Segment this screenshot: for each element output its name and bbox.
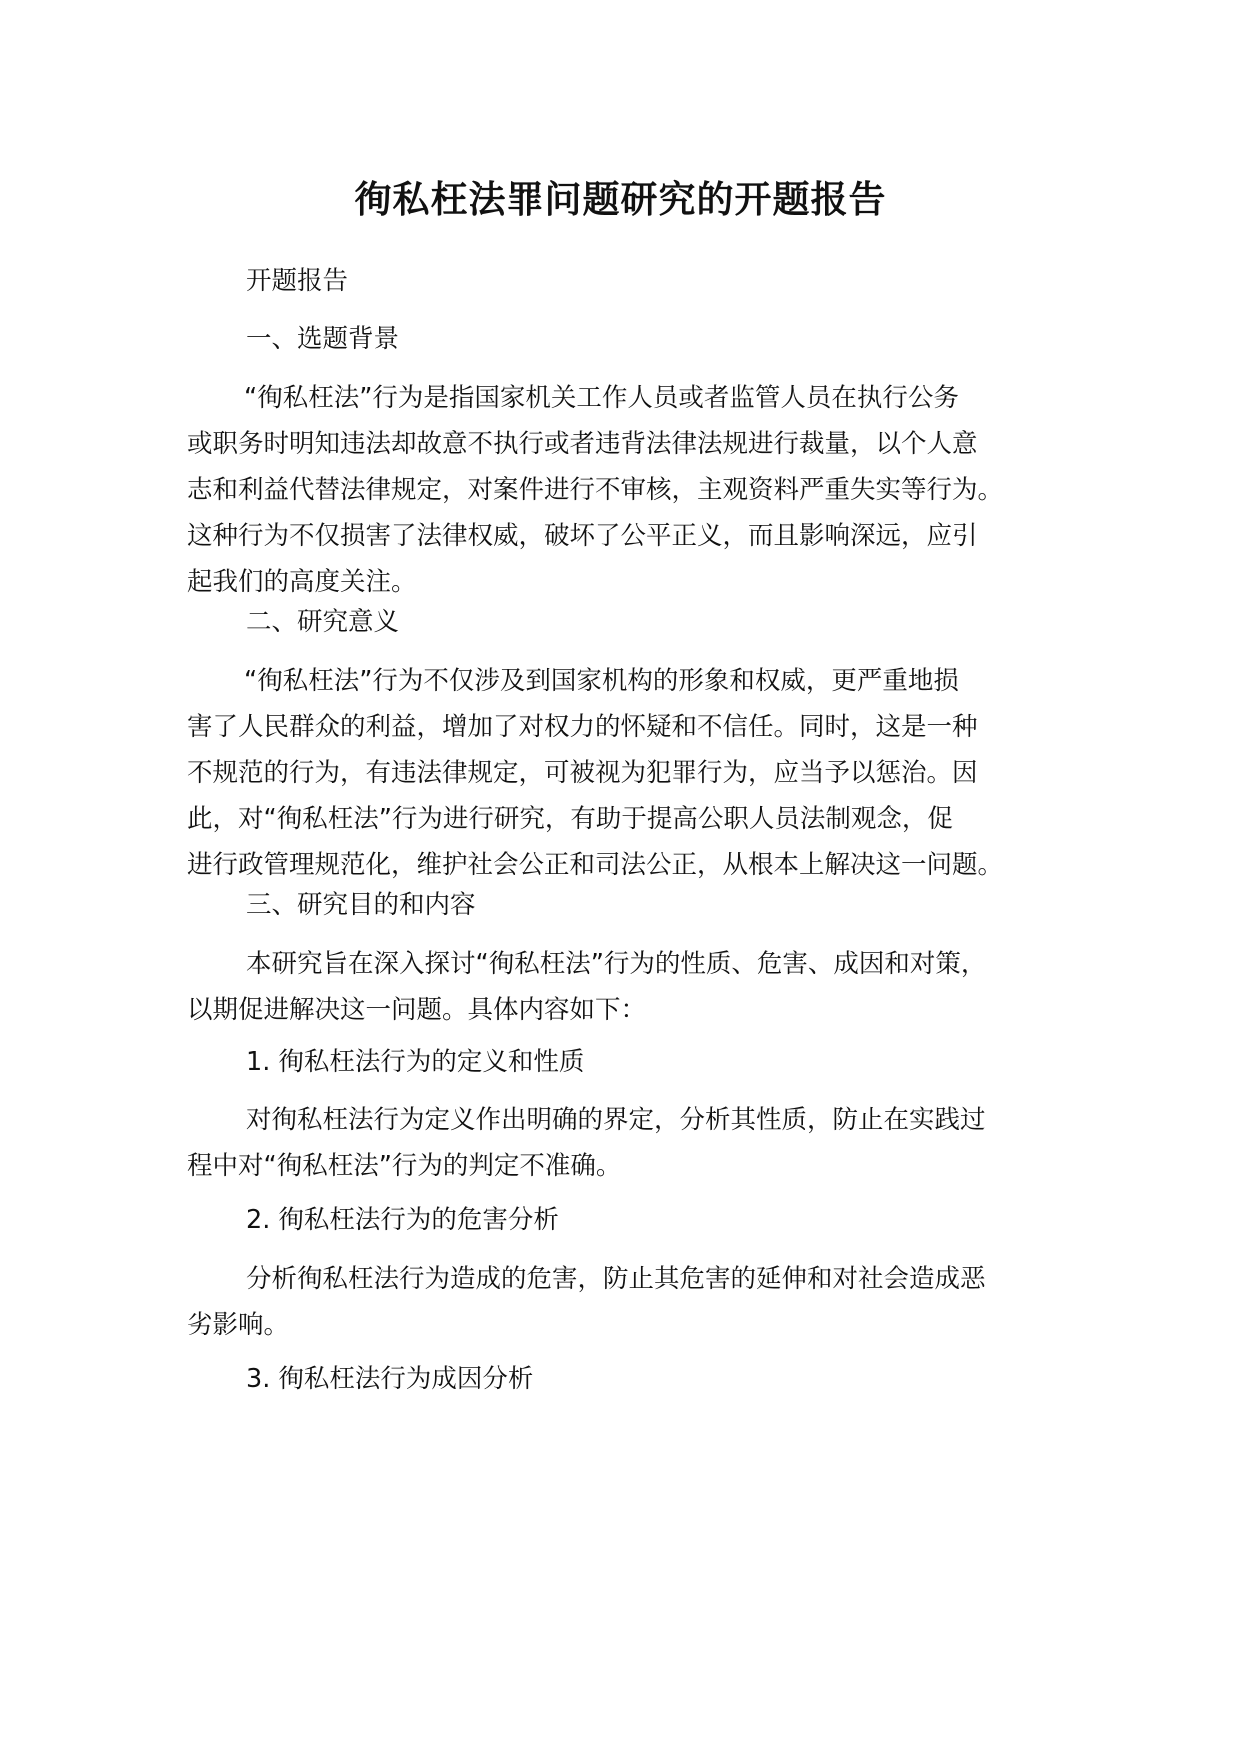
paragraph-line: 此，对“徇私枉法”行为进行研究，有助于提高公职人员法制观念，促	[187, 804, 953, 834]
report-heading: 开题报告	[246, 266, 349, 296]
paragraph-line: 程中对“徇私枉法”行为的判定不准确。	[187, 1151, 622, 1181]
item-body-harm	[187, 1256, 1087, 1348]
section-heading-background: 一、选题背景	[246, 324, 400, 354]
paragraph-line: 害了人民群众的利益，增加了对权力的怀疑和不信任。同时，这是一种	[187, 712, 978, 742]
paragraph-significance	[187, 658, 1087, 888]
paragraph-line: “徇私枉法”行为不仅涉及到国家机构的形象和权威，更严重地损	[244, 666, 959, 696]
paragraph-background	[187, 375, 1087, 605]
item-heading-harm: 2. 徇私枉法行为的危害分析	[246, 1205, 559, 1235]
item-heading-causes: 3. 徇私枉法行为成因分析	[246, 1364, 534, 1394]
paragraph-line: 或职务时明知违法却故意不执行或者违背法律法规进行裁量，以个人意	[187, 429, 978, 459]
paragraph-line: 这种行为不仅损害了法律权威，破坏了公平正义，而且影响深远，应引	[187, 521, 978, 551]
paragraph-line: “徇私枉法”行为是指国家机关工作人员或者监管人员在执行公务	[244, 383, 959, 413]
paragraph-line: 劣影响。	[187, 1310, 290, 1340]
document-title: 徇私枉法罪问题研究的开题报告	[354, 178, 887, 221]
paragraph-purpose	[187, 941, 1087, 1033]
paragraph-line: 起我们的高度关注。	[187, 567, 417, 597]
paragraph-line: 志和利益代替法律规定，对案件进行不审核，主观资料严重失实等行为。	[187, 475, 1004, 505]
section-heading-significance: 二、研究意义	[246, 607, 400, 637]
paragraph-line: 以期促进解决这一问题。具体内容如下：	[187, 995, 647, 1025]
section-heading-purpose: 三、研究目的和内容	[246, 890, 476, 920]
item-heading-definition: 1. 徇私枉法行为的定义和性质	[246, 1047, 585, 1077]
paragraph-line: 进行政管理规范化，维护社会公正和司法公正，从根本上解决这一问题。	[187, 850, 1004, 880]
paragraph-line: 不规范的行为，有违法律规定，可被视为犯罪行为，应当予以惩治。因	[187, 758, 978, 788]
paragraph-line: 分析徇私枉法行为造成的危害，防止其危害的延伸和对社会造成恶	[246, 1264, 986, 1294]
paragraph-line: 对徇私枉法行为定义作出明确的界定，分析其性质，防止在实践过	[246, 1105, 986, 1135]
item-body-definition	[187, 1097, 1087, 1189]
paragraph-line: 本研究旨在深入探讨“徇私枉法”行为的性质、危害、成因和对策，	[246, 949, 987, 979]
